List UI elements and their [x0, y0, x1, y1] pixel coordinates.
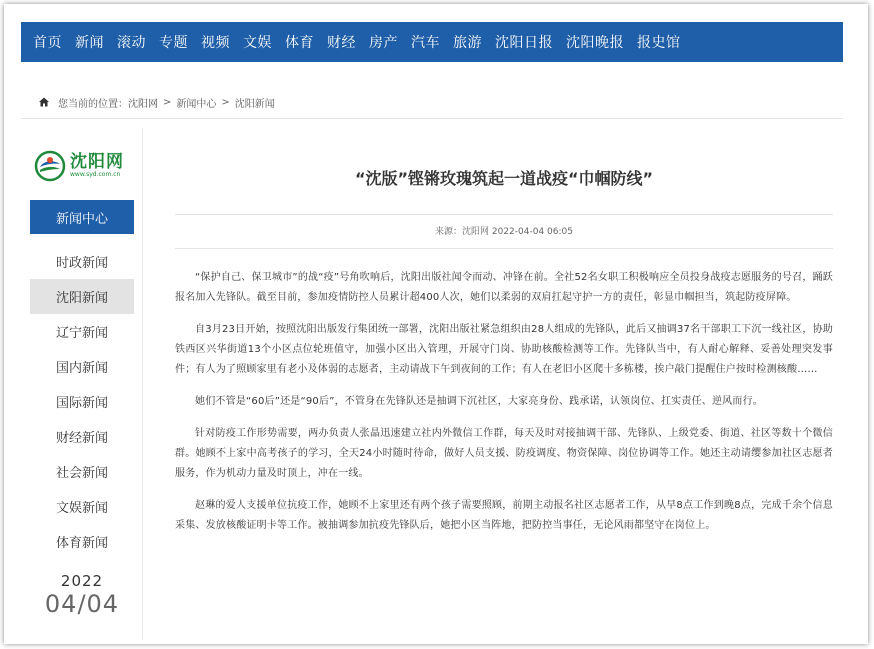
- article-title: “沈版”铿锵玫瑰筑起一道战疫“巾帼防线”: [354, 169, 654, 188]
- nav-item-realestate[interactable]: 房产: [369, 35, 398, 51]
- sidebar-item-finance[interactable]: 财经新闻: [55, 431, 108, 446]
- nav-item-shenyang-daily[interactable]: 沈阳日报: [495, 35, 553, 51]
- nav-item-auto[interactable]: 汽车: [411, 35, 440, 51]
- date-month-day: 04/04: [44, 590, 120, 618]
- nav-item-news[interactable]: 新闻: [75, 35, 104, 51]
- article-meta: 来源：沈阳网 2022-04-04 06:05: [435, 227, 573, 237]
- article-paragraph: “保护自己、保卫城市”的战“疫”号角吹响后，沈阳出版社闻令而动、冲锋在前。全社52名女职工积极响应全员投身战疫志愿服务的号召，踊跃报名加入先锋队。截至目前，参加疫情防控人员累计超400人次，她们以柔弱的双肩扛起守护一方的责任，彰显巾帼担当，筑起防疫屏障。: [175, 272, 833, 303]
- breadcrumb-link-news-center[interactable]: 新闻中心: [176, 98, 217, 110]
- breadcrumb-link-shenyang-news[interactable]: 沈阳新闻: [234, 98, 275, 110]
- sidebar-header[interactable]: 新闻中心: [30, 200, 134, 234]
- breadcrumb: [38, 95, 275, 109]
- home-icon: [38, 96, 50, 108]
- sidebar-item-society[interactable]: 社会新闻: [55, 466, 108, 481]
- article-paragraph: 自3月23日开始，按照沈阳出版发行集团统一部署，沈阳出版社紧急组织由28人组成的先锋队，此后又抽调37名干部职工下沉一线社区，协助铁西区兴华街道13个小区点位轮班值守，加强小区出入管理，开展守门岗、协助核酸检测等工作。先锋队当中，有人耐心解释、妥善处理突发事件；有人为了照顾家里有老小及体弱的志愿者，主动请战下午到夜间的工作；有人在老旧小区爬十多栋楼，挨户敲门提醒住户按时检测核酸……: [175, 324, 833, 375]
- nav-item-special[interactable]: 专题: [159, 35, 188, 51]
- breadcrumb-prefix: 您当前的位置：: [58, 98, 128, 110]
- site-logo[interactable]: [34, 146, 134, 186]
- title-divider: [175, 214, 833, 215]
- breadcrumb-separator: >: [163, 96, 172, 108]
- breadcrumb-separator: >: [221, 96, 230, 108]
- sidebar-item-shenyang[interactable]: 沈阳新闻: [30, 279, 134, 314]
- nav-item-newspaper-museum[interactable]: 报史馆: [637, 35, 681, 51]
- logo-url: www.syd.com.cn: [70, 171, 121, 178]
- publish-date-box: [32, 572, 132, 618]
- nav-item-travel[interactable]: 旅游: [453, 35, 482, 51]
- sidebar-item-sports[interactable]: 体育新闻: [55, 536, 108, 551]
- nav-item-finance[interactable]: 财经: [327, 35, 356, 51]
- nav-item-home[interactable]: 首页: [33, 35, 62, 51]
- breadcrumb-link-site[interactable]: 沈阳网: [128, 98, 158, 110]
- nav-item-shenyang-evening[interactable]: 沈阳晚报: [566, 35, 624, 51]
- breadcrumb-divider: [21, 118, 843, 119]
- sidebar-list: [30, 244, 140, 559]
- nav-item-entertainment[interactable]: 文娱: [243, 35, 272, 51]
- date-year: 2022: [60, 572, 104, 590]
- sidebar-item-domestic[interactable]: 国内新闻: [55, 361, 108, 376]
- article-body: [175, 268, 833, 548]
- top-nav: [21, 22, 843, 62]
- article-paragraph: 赵琳的爱人支援单位抗疫工作，她顾不上家里还有两个孩子需要照顾，前期主动报名社区志愿者工作，从早8点工作到晚8点，完成千余个信息采集、发放核酸证明卡等工作。被抽调参加抗疫先锋队后，她把小区当阵地，把防控当事任，无论风雨都坚守在岗位上。: [175, 500, 833, 531]
- logo-emblem-icon: [34, 150, 66, 182]
- sidebar-item-liaoning[interactable]: 辽宁新闻: [55, 326, 108, 341]
- article-paragraph: 针对防疫工作形势需要，两办负责人张晶迅速建立社内外微信工作群，每天及时对接抽调干部、先锋队、上级党委、街道、社区等数十个微信群。她顾不上家中高考孩子的学习，全天24小时随时待命，做好人员支援、防疫调度、物资保障、岗位协调等工作。她还主动请缨参加社区志愿者服务，作为机动力量及时顶上，冲在一线。: [175, 428, 833, 479]
- article-paragraph: 她们不管是“60后”还是“90后”，不管身在先锋队还是抽调下沉社区，大家亮身份、践承诺，认领岗位、扛实责任、逆风而行。: [195, 396, 763, 407]
- sidebar-item-entertainment[interactable]: 文娱新闻: [55, 501, 108, 516]
- nav-item-sports[interactable]: 体育: [285, 35, 314, 51]
- meta-divider: [175, 248, 833, 249]
- logo-name: 沈阳网: [70, 152, 124, 172]
- nav-item-rolling[interactable]: 滚动: [117, 35, 146, 51]
- sidebar-item-politics[interactable]: 时政新闻: [55, 256, 108, 271]
- sidebar: [24, 128, 143, 640]
- sidebar-item-international[interactable]: 国际新闻: [55, 396, 108, 411]
- nav-item-video[interactable]: 视频: [201, 35, 230, 51]
